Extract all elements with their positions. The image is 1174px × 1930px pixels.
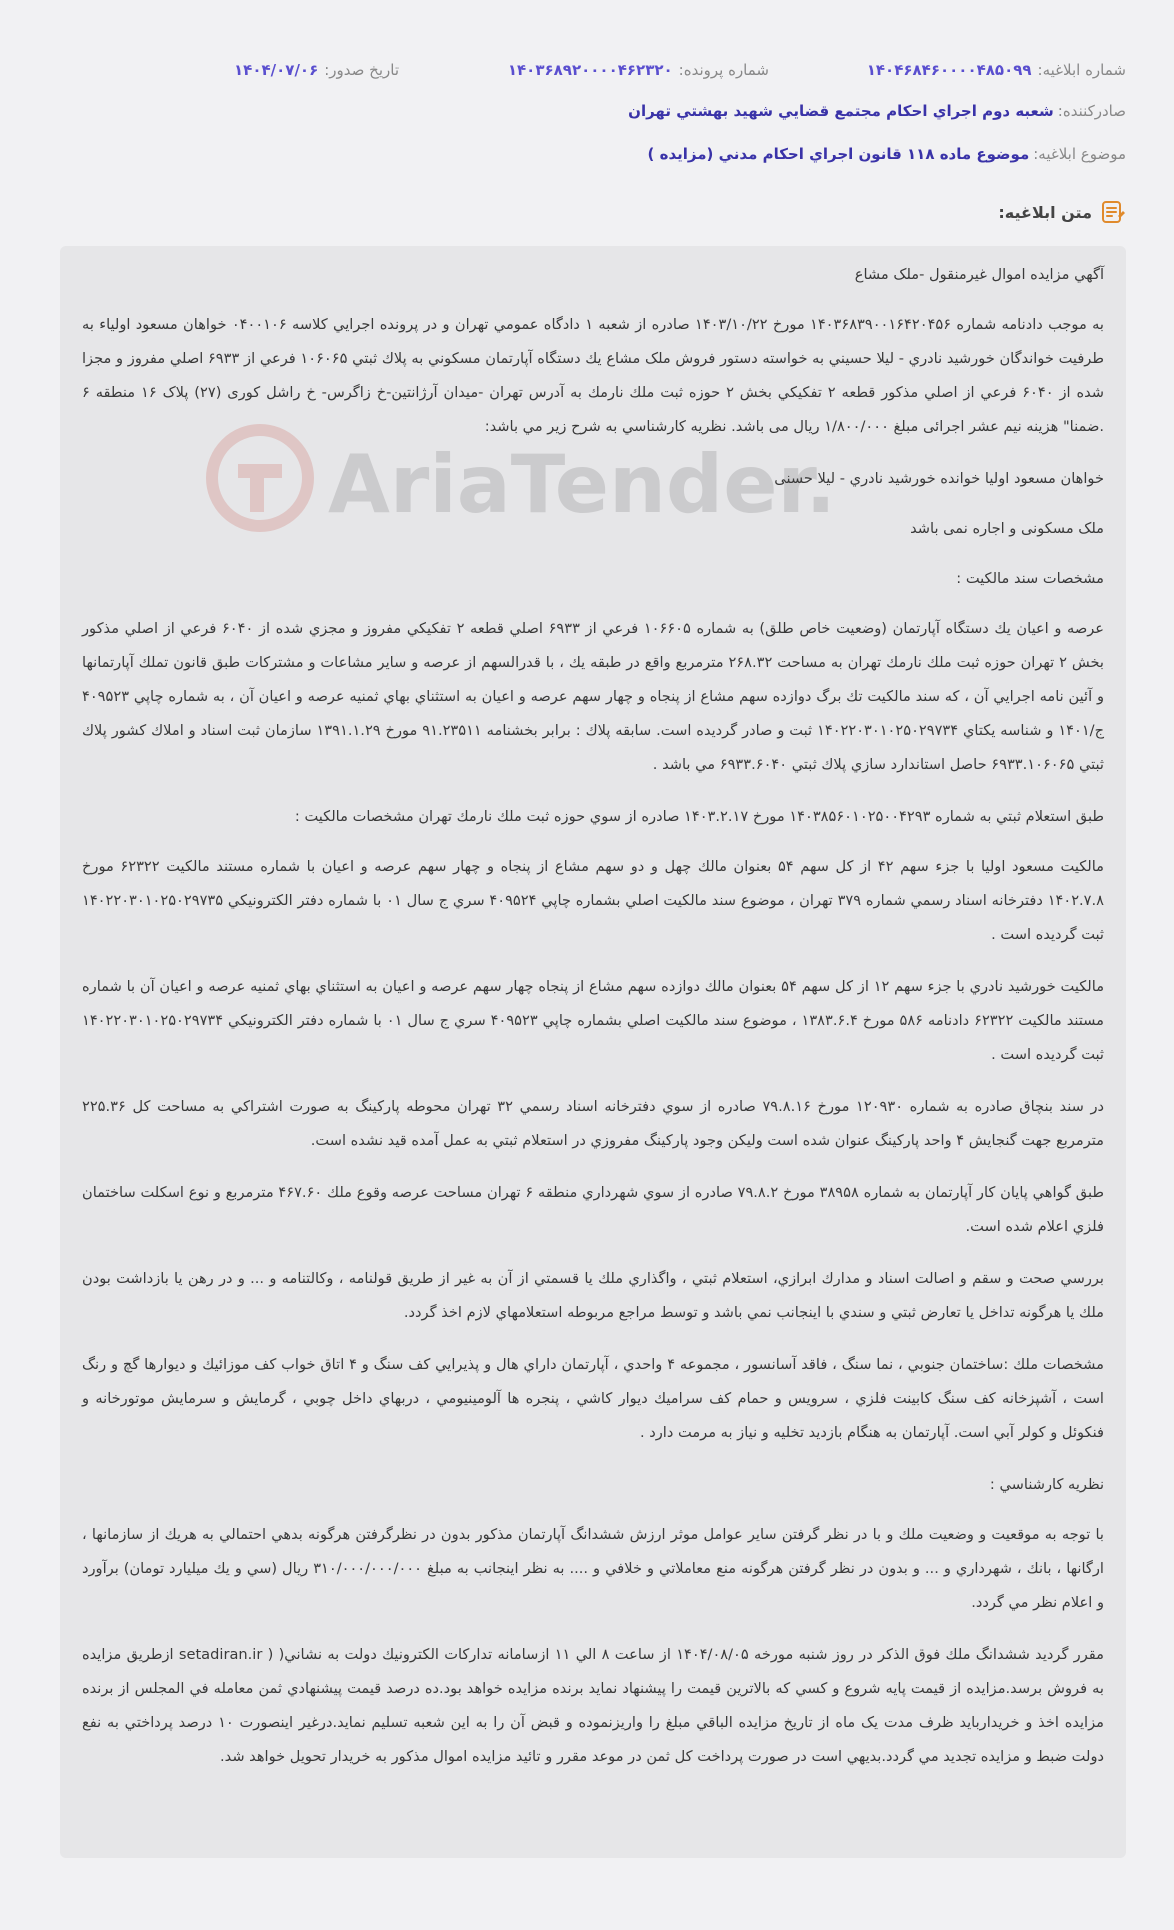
paragraph-property-specs: مشخصات ملك :ساختمان جنوبي ، نما سنگ ، فاقد آسانسور ، مجموعه ۴ واحدي ، آپارتمان داراي هال و پذيرايي كف سنگ و ۴ اتاق خواب كف موزائيك و ديوارها گچ و رنگ است ، آشپزخانه كف سنگ كابينت فلزي ، سرويس و حمام كف سراميك ديوار كاشي ، پنجره ها آلومينيومي ، دربهاي داخل چوبي ، گرمايش و سرمايش موتورخانه و فنكوئل و كولر آبي است. آپارتمان به هنگام بازديد تخليه و نياز به مرمت دارد . [82,1356,1104,1441]
paragraph-deed-details: عرصه و اعيان يك دستگاه آپارتمان (وضعيت خاص طلق) به شماره ۱۰۶۶۰۵ فرعي از ۶۹۳۳ اصلي قطعه ۲ تفكيكي مفروز و مجزي شده از ۶۰۴۰ فرعي از اصلي مذكور بخش ۲ تهران حوزه ثبت ملك نارمك تهران به مساحت ۲۶۸.۳۲ مترمربع واقع در طبقه يك ، با قدرالسهم از عرصه و ساير مشاعات و مشتركات طبق قانون تملك آپارتمانها و آئين نامه اجرايي آن ، كه سند مالكيت تك برگ دوازده سهم مشاع از پنجاه و چهار سهم عرصه و اعيان به استثناي بهاي ثمنيه عرصه و اعيان آن ، به شماره چاپي ۴۰۹۵۲۳ ج/۱۴۰۱ و شناسه يكتاي ۱۴۰۲۲۰۳۰۱۰۲۵۰۲۹۷۳۴ ثبت و صادر گرديده است. سابقه پلاك : برابر بخشنامه ۹۱.۲۳۵۱۱ مورخ ۱۳۹۱.۱.۲۹ سازمان ثبت اسناد و املاك كشور پلاك ثبتي ۶۹۳۳.۱۰۶۰۶۵ حاصل استاندارد سازي پلاك ثبتي ۶۹۳۳.۶۰۴۰ مي باشد . [82,620,1105,773]
paragraph-residential: ملک مسکونی و اجاره نمی باشد [910,520,1104,537]
subject-label: موضوع ابلاغیه: [1033,145,1126,163]
notice-document-icon [1100,199,1126,225]
paragraph-expert-heading: نظريه كارشناسي : [989,1476,1104,1493]
notice-number-label: شماره ابلاغیه: [1037,61,1126,79]
notice-body-panel [60,246,1126,1858]
paragraph-title: آگهي مزايده اموال غيرمنقول -ملک مشاع [854,266,1104,283]
issue-date-label: تاریخ صدور: [324,61,399,79]
case-number-value: ۱۴۰۳۶۸۹۲۰۰۰۰۴۶۲۳۲۰ [507,61,673,79]
svg-text:AriaTender.neT: AriaTender. [328,438,836,531]
paragraph-ownership-2: مالكيت خورشيد نادري با جزء سهم ۱۲ از كل سهم ۵۴ بعنوان مالك دوازده سهم مشاع از پنجاه چهار سهم عرصه و اعيان به استثناي بهاي ثمنيه عرصه و اعيان آن با شماره مستند مالكيت ۶۲۳۲۲ دادنامه ۵۸۶ مورخ ۱۳۸۳.۶.۴ ، موضوع سند مالكيت اصلي بشماره چاپي ۴۰۹۵۲۳ سري ج سال ۰۱ با شماره دفتر الكترونيكي ۱۴۰۲۲۰۳۰۱۰۲۵۰۲۹۷۳۴ ثبت گرديده است . [82,978,1105,1063]
subject-row [48,141,1126,167]
paragraph-deed-heading: مشخصات سند مالكيت : [956,570,1104,587]
case-number [399,61,769,79]
subject-value: موضوع ماده ۱۱۸ قانون اجراي احكام مدني (مزايده ) [647,145,1030,163]
paragraph-ownership-1: مالكيت مسعود اوليا با جزء سهم ۴۲ از كل سهم ۵۴ بعنوان مالك چهل و دو سهم مشاع از پنجاه و چهار سهم عرصه و اعيان با شماره مستند مالكيت ۶۲۳۲۲ مورخ ۱۴۰۲.۷.۸ دفترخانه اسناد رسمي شماره ۳۷۹ تهران ، موضوع سند مالكيت اصلي بشماره چاپي ۴۰۹۵۲۴ سري ج سال ۰۱ با شماره دفتر الكترونيكي ۱۴۰۲۲۰۳۰۱۰۲۵۰۲۹۷۳۵ ثبت گرديده است . [82,858,1104,943]
notice-meta-row [48,58,1126,82]
notice-number [769,61,1126,79]
paragraph-parking: در سند بنچاق صادره به شماره ۱۲۰۹۳۰ مورخ ۷۹.۸.۱۶ صادره از سوي دفترخانه اسناد رسمي ۳۲ تهران محوطه پاركينگ به صورت اشتراكي به مساحت كل ۲۲۵.۳۶ مترمربع جهت گنجايش ۴ واحد پاركينگ عنوان شده است وليكن وجود پاركينگ مفروزي در استعلام ثبتي به عمل آمده قيد نشده است. [82,1098,1104,1149]
notice-number-value: ۱۴۰۴۶۸۴۶۰۰۰۰۴۸۵۰۹۹ [866,61,1032,79]
sender-label: صادرکننده: [1057,102,1126,120]
sender-value: شعبه دوم اجراي احكام مجتمع قضايي شهيد بهشتي تهران [628,102,1054,120]
case-number-label: شماره پرونده: [678,61,769,79]
issue-date-value: ۱۴۰۴/۰۷/۰۶ [234,61,319,79]
notice-title: متن ابلاغیه [1004,202,1092,222]
paragraph-completion-cert: طبق گواهي پايان كار آپارتمان به شماره ۳۸۹۵۸ مورخ ۷۹.۸.۲ صادره از سوي شهرداري منطقه ۶ تهران مساحت عرصه وقوع ملك ۴۶۷.۶۰ مترمربع و نوع اسكلت ساختمان فلزي اعلام شده است. [82,1184,1104,1235]
notice-heading [998,198,1126,226]
paragraph-disclaimer: بررسي صحت و سقم و اصالت اسناد و مدارك ابرازي، استعلام ثبتي ، واگذاري ملك يا قسمتي از آن به غير از طريق قولنامه ، وكالتنامه و ... و در رهن يا بازداشت بودن ملك يا هرگونه تداخل يا تعارض ثبتي و سندي با اينجانب نمي باشد و توسط مراجع مربوطه استعلامهاي لازم اخذ گردد. [82,1270,1104,1321]
paragraph-parties: خواهان مسعود اوليا خوانده خورشيد نادري - ليلا حسنی [774,470,1104,487]
notice-title-colon: : [998,202,1005,222]
paragraph-verdict: به موجب دادنامه شماره ۱۴۰۳۶۸۳۹۰۰۱۶۴۲۰۴۵۶ مورخ ۱۴۰۳/۱۰/۲۲ صادره از شعبه ۱ دادگاه عمومي تهران و در پرونده اجرايي كلاسه ۰۴۰۰۱۰۶ خواهان مسعود اولياء به طرفيت خواندگان خورشيد نادري - ليلا حسيني به خواسته دستور فروش ملک مشاع يك دستگاه آپارتمان مسكوني به پلاك ثبتي ۱۰۶۰۶۵ فرعي از ۶۹۳۳ اصلي مفروز و مجزا شده از ۶۰۴۰ فرعي از اصلي مذكور قطعه ۲ تفكيكي بخش ۲ حوزه ثبت ملك نارمك به آدرس تهران -ميدان آرژانتين-خ زاگرس- خ راشل کوری (۲۷) پلاک ۱۶ منطقه ۶ .ضمنا" هزينه نيم عشر اجرائی مبلغ ۱/۸۰۰/۰۰۰ ريال می باشد. نظريه كارشناسي به شرح زير مي باشد: [82,316,1104,435]
paragraph-expert-opinion: با توجه به موقعيت و وضعيت ملك و با در نظر گرفتن ساير عوامل موثر ارزش ششدانگ آپارتمان مذكور بدون در نظرگرفتن هرگونه بدهي احتمالي به هريك از سازمانها ، ارگانها ، بانك ، شهرداري و ... و بدون در نظر گرفتن هرگونه منع معاملاتي و خلافي و .... به نظر اينجانب به مبلغ ۳۱۰/۰۰۰/۰۰۰/۰۰۰ ريال (سي و يك ميليارد تومان) برآورد و اعلام نظر مي گردد. [82,1526,1104,1611]
paragraph-registry-inquiry: طبق استعلام ثبتي به شماره ۱۴۰۳۸۵۶۰۱۰۲۵۰۰۴۲۹۳ مورخ ۱۴۰۳.۲.۱۷ صادره از سوي حوزه ثبت ملك نارمك تهران مشخصات مالكيت : [294,808,1104,825]
paragraph-auction-terms: مقرر گرديد ششدانگ ملك فوق الذكر در روز شنبه مورخه ۱۴۰۴/۰۸/۰۵ از ساعت ۸ الي ۱۱ ازسامانه تداركات الكترونيك دولت به نشاني( ( setadiran.ir ازطريق مزايده به فروش برسد.مزايده از قيمت پايه شروع و كسي كه بالاترين قيمت را پيشنهاد نمايد برنده مزايده خواهد بود.ده درصد قيمت پيشنهادي ثمن معامله في المجلس از برنده مزايده اخذ و خريداربايد ظرف مدت يک ماه از تاريخ مزايده الباقي مبلغ را واريزنموده و قبض آن را به اين شعبه تسليم نمايد.درغير اينصورت ۱۰ درصد پرداختي به نفع دولت ضبط و مزايده تجديد مي گردد.بديهي است در صورت پرداخت كل ثمن در موعد مقرر و تائيد مزايده اموال مذكور به خريدار تحويل خواهد شد. [82,1646,1104,1765]
issue-date [234,61,399,79]
sender-row [48,98,1126,124]
